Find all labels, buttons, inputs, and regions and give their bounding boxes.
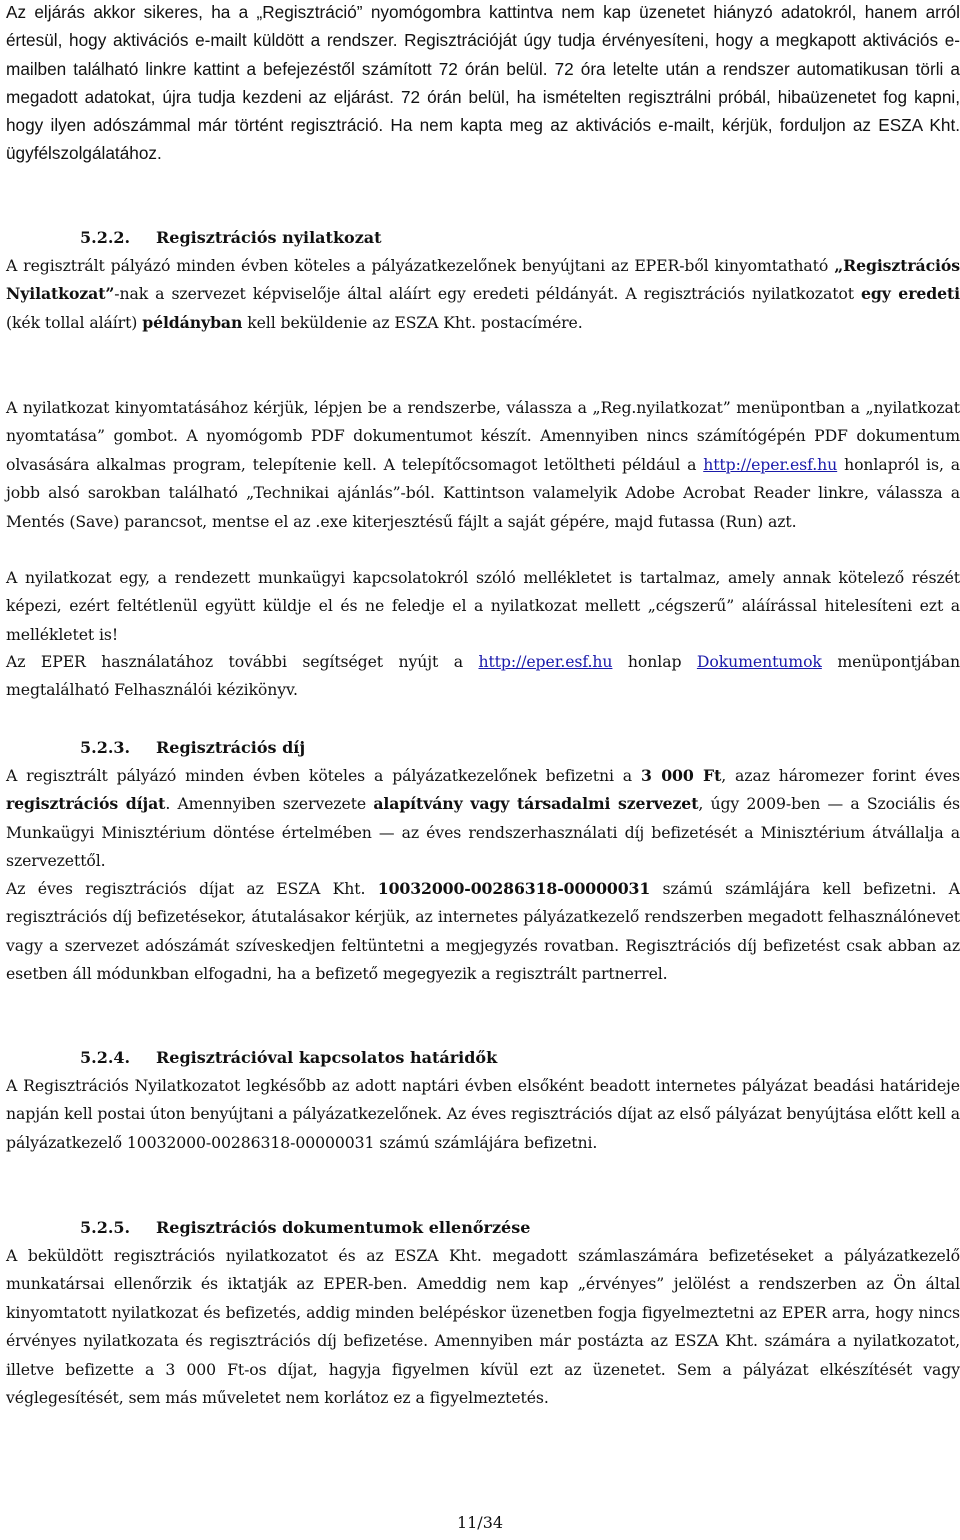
section-heading-5-2-4 xyxy=(80,1046,497,1070)
text-run: . Amennyiben szervezete xyxy=(165,794,374,814)
paragraph-help xyxy=(6,648,960,705)
paragraph-print-instructions xyxy=(6,394,960,536)
paragraph-registration-declaration xyxy=(6,252,960,337)
eper-link[interactable]: http://eper.esf.hu xyxy=(703,454,838,474)
section-number: 5.2.5. xyxy=(80,1218,131,1237)
paragraph-document-check: A beküldött regisztrációs nyilatkozatot és az ESZA Kht. megadott számlaszámára befizetéseket a pályázatkezelő munkatársai ellenőrzik és iktatják az EPER-ben. Ameddig nem kap „érvényes” jelölést a rendszerben az Ön által kinyomtatott nyilatkozat és befizetés, addig minden belépéskor üzenetben fogja figyelmeztetni az EPER arra, hogy nincs érvényes nyilatkozata és regisztrációs díj befizetése. Amennyiben már postázta az ESZA Kht. számára a nyilatkozatot, illetve befizette a 3 000 Ft-os díjat, hagyja figyelmen kívül ezt az üzenetet. Sem a pályázat elkészítését vagy véglegesítését, sem más műveletet nem korlátoz ez a figyelmeztetés. xyxy=(6,1246,960,1408)
section-number: 5.2.2. xyxy=(80,228,131,247)
text-run: (kék tollal aláírt) xyxy=(6,312,143,332)
paragraph-fee-payment xyxy=(6,875,960,989)
section-heading-5-2-3 xyxy=(80,736,305,760)
text-run: menüpontjában megtalálható Felhasználói kézikönyv. xyxy=(6,652,960,700)
eper-link[interactable]: http://eper.esf.hu xyxy=(478,652,613,671)
section-number: 5.2.4. xyxy=(80,1048,131,1067)
section-number: 5.2.3. xyxy=(80,738,131,757)
bold-text: egy eredeti xyxy=(861,284,960,304)
section-title: Regisztrációs dokumentumok ellenőrzése xyxy=(156,1218,531,1237)
text-run: számú számlájára kell befizetni. A regisztrációs díj befizetésekor, átutalásakor kérjük, az internetes pályázatkezelő rendszerben megadott felhasználónevet vagy a szervezet adószámát szíveskedjen feltüntetni a megjegyzés rovatban. Regisztrációs díj befizetést csak abban az esetben áll módunkban elfogadni, ha a befizető megegyezik a regisztrált partnerrel. xyxy=(6,879,960,984)
text-run: -nak a szervezet képviselője által aláírt egy eredeti példányát. A regisztrációs nyilatkozatot xyxy=(114,284,862,304)
text-run: honlapról is, a jobb alsó sarokban található „Technikai ajánlás”-ból. Kattintson valamelyik Adobe Acrobat Reader linkre, válassza a Mentés (Save) parancsot, mentse el az .exe kiterjesztésű fájlt a saját gépére, majd futassa (Run) azt. xyxy=(6,454,960,531)
section-title: Regisztrációs díj xyxy=(156,738,306,757)
documents-link[interactable]: Dokumentumok xyxy=(696,652,822,671)
text-run: Az éves regisztrációs díjat az ESZA Kht. xyxy=(6,879,378,898)
text-run: honlap xyxy=(612,652,697,671)
text-run: , úgy 2009-ben — a Szociális és Munkaügyi Minisztérium döntése értelmében — az éves rendszerhasználati díj befizetését a Minisztérium átvállalja a szervezettől. xyxy=(6,794,960,871)
text-run: Az EPER használatához további segítséget nyújt a xyxy=(6,652,479,671)
text-run: A regisztrált pályázó minden évben köteles a pályázatkezelőnek befizetni a xyxy=(6,766,641,785)
section-title: Regisztrációval kapcsolatos határidők xyxy=(156,1048,498,1067)
section-title: Regisztrációs nyilatkozat xyxy=(156,228,382,247)
paragraph-registration-fee xyxy=(6,762,960,876)
bold-text: regisztrációs díjat xyxy=(6,794,166,814)
text-run: A nyilatkozat kinyomtatásához kérjük, lépjen be a rendszerbe, válassza a „Reg.nyilatkozat” menüpontban a „nyilatkozat nyomtatása” gombot. A nyomógomb PDF dokumentumot készít. Amennyiben nincs számítógépén PDF dokumentum olvasására alkalmas program, telepítenie kell. A telepítőcsomagot letöltheti például a xyxy=(6,398,960,474)
page-number: 11/34 xyxy=(456,1513,504,1532)
bold-text: „Regisztrációs Nyilatkozat” xyxy=(6,256,960,304)
bold-text: 10032000-00286318-00000031 xyxy=(377,879,651,898)
text-run: , azaz háromezer forint éves xyxy=(721,766,960,785)
section-heading-5-2-2 xyxy=(80,226,382,250)
text-run: A regisztrált pályázó minden évben köteles a pályázatkezelőnek benyújtani az EPER-ből kinyomtatható xyxy=(6,256,835,275)
bold-text: példányban xyxy=(142,312,243,332)
intro-paragraph: Az eljárás akkor sikeres, ha a „Regisztráció” nyomógombra kattintva nem kap üzenetet hiányzó adatokról, hanem arról értesül, hogy aktivációs e-mailt küldött a rendszer. Regisztrációját úgy tudja érvényesíteni, hogy a megkapott aktivációs e-mailben található linkre kattint a befejezéstől számított 72 órán belül. 72 óra letelte után a rendszer automatikusan törli a megadott adatokat, újra tudja kezdeni az eljárást. 72 órán belül, ha ismételten regisztrálni próbál, hibaüzenetet fog kapni, hogy ilyen adószámmal már történt regisztráció. Ha nem kapta meg az aktivációs e-mailt, kérjük, forduljon az ESZA Kht. ügyfélszolgálatához. xyxy=(6,2,960,164)
paragraph-deadlines: A Regisztrációs Nyilatkozatot legkésőbb az adott naptári évben elsőként beadott internetes pályázat beadási határideje napján kell postai úton benyújtani a pályázatkezelőnek. Az éves regisztrációs díjat az első pályázat benyújtása előtt kell a pályázatkezelő 10032000-00286318-00000031 számú számlájára befizetni. xyxy=(6,1076,960,1152)
bold-text: 3 000 Ft xyxy=(640,766,722,785)
bold-text: alapítvány vagy társadalmi szervezet xyxy=(373,794,699,814)
section-heading-5-2-5 xyxy=(80,1216,530,1240)
paragraph-attachment: A nyilatkozat egy, a rendezett munkaügyi kapcsolatokról szóló mellékletet is tartalmaz, amely annak kötelező részét képezi, ezért feltétlenül együtt küldje el és ne feledje el a nyilatkozat mellett „cégszerű” aláírással hitelesíteni ezt a mellékletet is! xyxy=(6,568,960,644)
text-run: kell beküldenie az ESZA Kht. postacímére. xyxy=(242,312,583,332)
